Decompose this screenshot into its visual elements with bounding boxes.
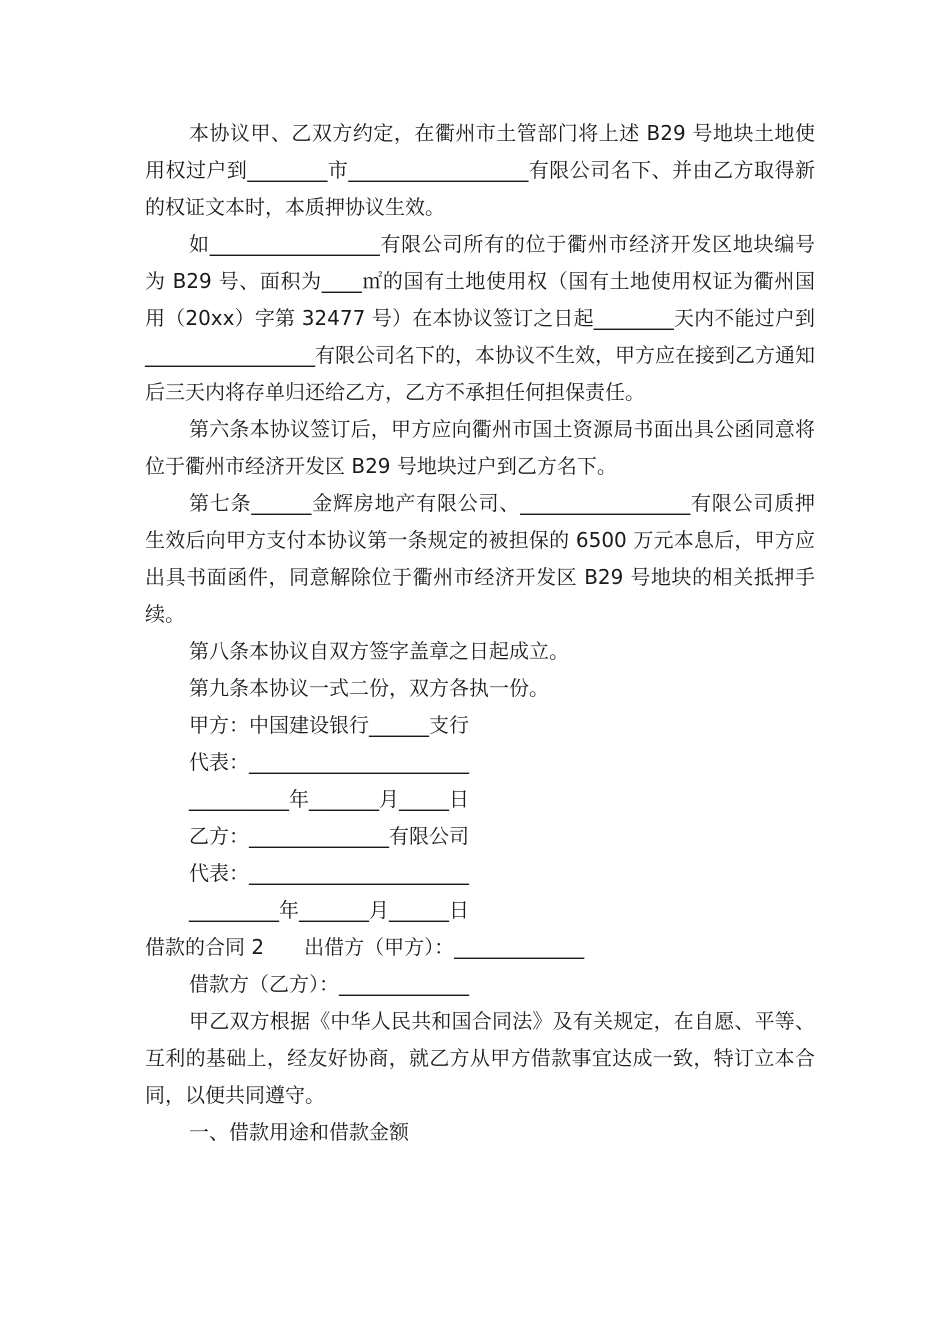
party-a-date: __________年_______月_____日 [189, 787, 469, 811]
contract2-intro: 甲乙双方根据《中华人民共和国合同法》及有关规定，在自愿、平等、互利的基础上，经友好协商，就乙方从甲方借款事宜达成一致，特订立本合同，以便共同遵守。 [145, 1009, 815, 1107]
paragraph-article-7: 第七条______金辉房地产有限公司、_________________有限公司质押生效后向甲方支付本协议第一条规定的被担保的 6500 万元本息后，甲方应出具书面函件，同意解除位于衢州市经济开发区 B29 号地块的相关抵押手续。 [145, 491, 815, 626]
paragraph-article-6: 第六条本协议签订后，甲方应向衢州市国土资源局书面出具公函同意将位于衢州市经济开发区 B29 号地块过户到乙方名下。 [145, 417, 815, 478]
paragraph-transfer-clause: 如_________________有限公司所有的位于衢州市经济开发区地块编号为 B29 号、面积为____㎡的国有土地使用权（国有土地使用权证为衢州国用（20xx）字第 32477 号）在本协议签订之日起________天内不能过户到_________________有限公司名下的，本协议不生效，甲方应在接到乙方通知后三天内将存单归还给乙方，乙方不承担任何担保责任。 [145, 232, 815, 404]
party-b-date: _________年_______月______日 [189, 898, 469, 922]
contract2-section-1: 一、借款用途和借款金额 [189, 1120, 409, 1144]
contract2-borrower: 借款方（乙方）：_____________ [189, 972, 469, 996]
paragraph-effective-condition: 本协议甲、乙双方约定，在衢州市土管部门将上述 B29 号地块土地使用权过户到________市__________________有限公司名下、并由乙方取得新的权证文本时，本质押协议生效。 [145, 121, 815, 219]
document-body [145, 115, 815, 1151]
paragraph-article-8: 第八条本协议自双方签字盖章之日起成立。 [189, 639, 569, 663]
contract2-heading: 借款的合同 2 出借方（甲方）：_____________ [145, 935, 585, 959]
party-b-representative: 代表：______________________ [189, 861, 469, 885]
paragraph-article-9: 第九条本协议一式二份，双方各执一份。 [189, 676, 549, 700]
party-a-representative: 代表：______________________ [189, 750, 469, 774]
party-a-line: 甲方：中国建设银行______支行 [189, 713, 469, 737]
party-b-line: 乙方：______________有限公司 [189, 824, 469, 848]
